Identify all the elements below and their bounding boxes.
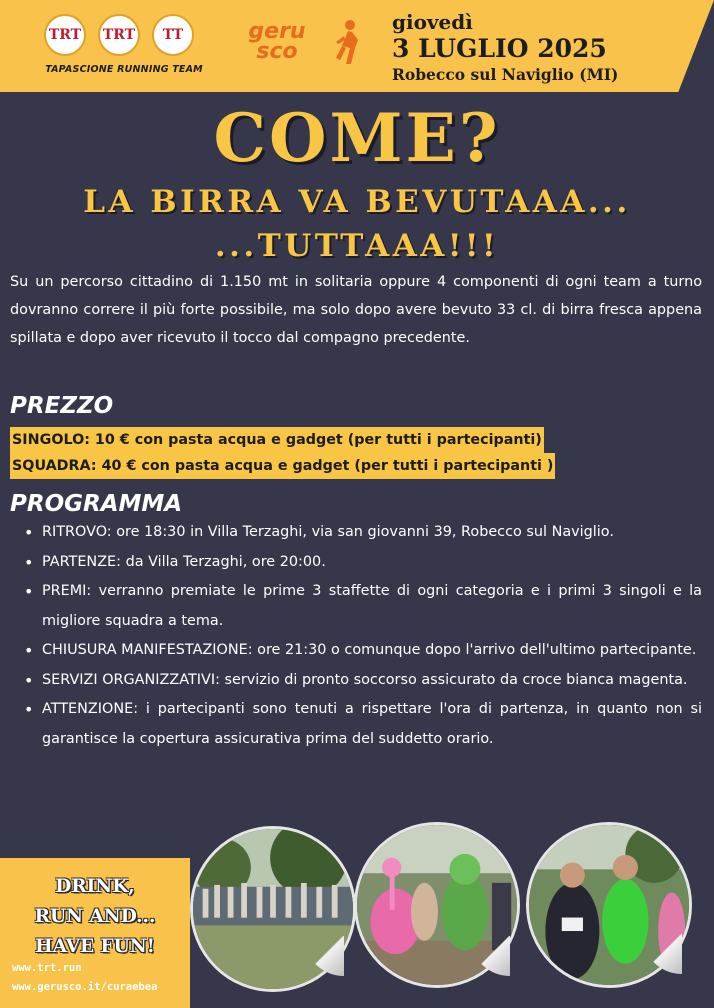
team-name: TAPASCIONE RUNNING TEAM [45,64,203,75]
program-item-attenzione: • ATTENZIONE: i partecipanti sono tenuti a rispettare l'ora di partenza, in quanto non si garantisce la copertura assicurativa prima del suddetto orario. [22,695,702,754]
gerusco-logo-line1: geru [248,19,306,44]
tt-logo: TT [152,14,194,56]
program-item-premi: • PREMI: verranno premiate le prime 3 staffette di ogni categoria e i primi 3 singoli e la migliore squadra a tema. [22,577,702,636]
slogan-line-3: HAVE FUN! [35,936,155,957]
subtitle-line-1: LA BIRRA VA BEVUTAAA... [83,184,631,220]
website-trt[interactable]: www.trt.run [12,962,82,974]
program-item-servizi: • SERVIZI ORGANIZZATIVI: servizio di pronto soccorso assicurato da croce bianca magenta. [22,666,702,696]
event-place: Robecco sul Naviglio (MI) [392,65,619,84]
event-day: giovedì [392,10,473,34]
sponsor-logos [44,14,194,60]
price-single: SINGOLO: 10 € con pasta acqua e gadget (per tutti i partecipanti) [10,427,544,453]
event-info [392,10,692,86]
program-item-partenze: • PARTENZE: da Villa Terzaghi, ore 20:00. [22,548,702,578]
program-list [22,518,702,754]
slogan-line-2: RUN AND... [34,906,156,927]
event-date: 3 LUGLIO 2025 [392,34,607,63]
event-description: Su un percorso cittadino di 1.150 mt in solitaria oppure 4 componenti di ogni team a turno dovranno correre il più forte possibile, ma solo dopo avere bevuto 33 cl. di birra fresca appena spillata e dopo aver ricevuto il tocco dal compagno precedente. [10,274,702,346]
program-item-chiusura: • CHIUSURA MANIFESTAZIONE: ore 21:30 o comunque dopo l'arrivo dell'ultimo partecipante. [22,636,702,666]
website-gerusco[interactable]: www.gerusco.it/curaebea [12,981,158,993]
program-item-ritrovo: • RITROVO: ore 18:30 in Villa Terzaghi, via san giovanni 39, Robecco sul Naviglio. [22,518,702,548]
subtitle-line-2: ...TUTTAAA!!! [214,228,500,264]
trt-logo: TRT [44,14,86,56]
programma-heading: PROGRAMMA [10,491,183,517]
prezzo-heading: PREZZO [10,393,114,419]
main-title: COME? [213,99,501,177]
slogan-line-1: DRINK, [55,876,135,897]
gerusco-logo-line2: sco [256,39,298,64]
gerusco-logo [222,18,372,74]
trt-flag-logo: TRT [98,14,140,56]
runner-icon [330,18,364,72]
subtitle [0,180,714,268]
slogan [0,872,190,962]
price-team: SQUADRA: 40 € con pasta acqua e gadget (per tutti i partecipanti ) [10,453,555,479]
